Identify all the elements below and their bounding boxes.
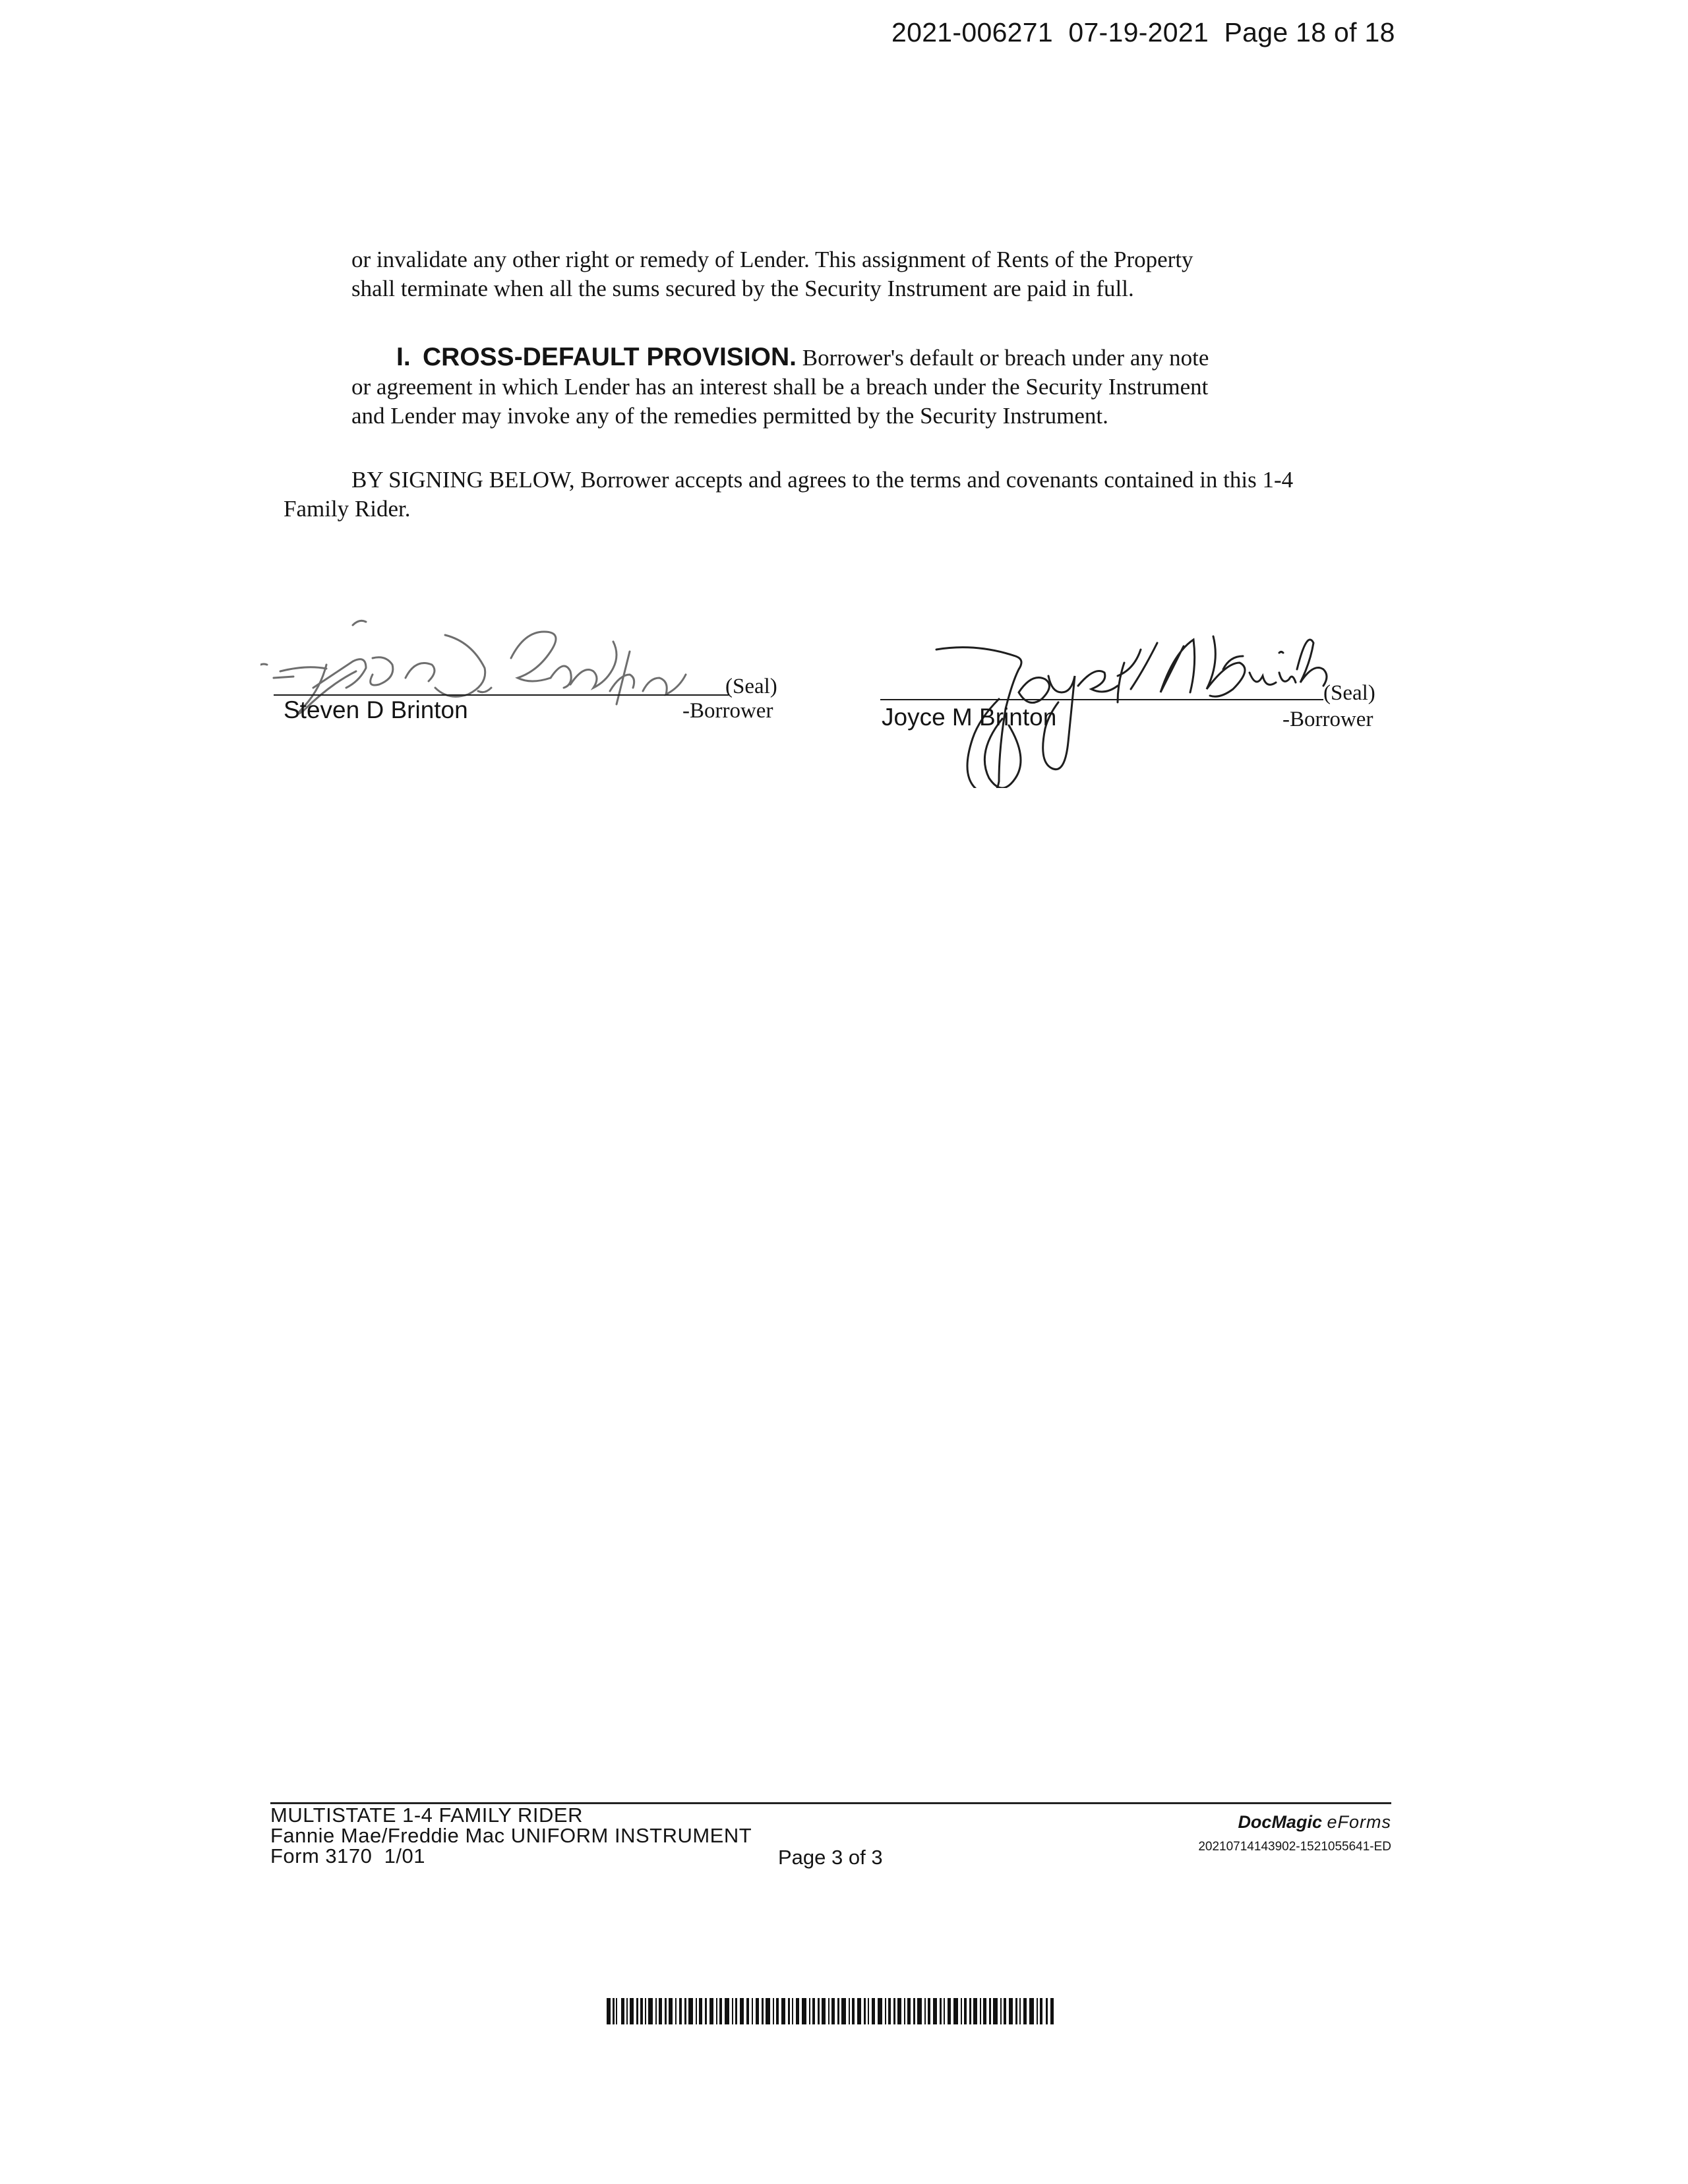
borrower-role: -Borrower bbox=[1282, 708, 1373, 731]
signature-block-borrower-2 bbox=[880, 630, 1421, 788]
paragraph-line: or agreement in which Lender has an interest shall be a breach under the Security Instrument bbox=[351, 374, 1209, 400]
footer-line: Form 3170 1/01 bbox=[270, 1844, 425, 1867]
document-code: 20210714143902-1521055641-ED bbox=[1198, 1840, 1391, 1854]
barcode-icon bbox=[607, 1998, 1055, 2024]
signer-name: Steven D Brinton bbox=[284, 696, 468, 723]
docmagic-logo bbox=[1238, 1812, 1391, 1833]
signer-name: Joyce M Brinton bbox=[882, 704, 1057, 731]
paragraph-line: or invalidate any other right or remedy of Lender. This assignment of Rents of the Property bbox=[351, 247, 1193, 272]
paragraph-line: Family Rider. bbox=[284, 496, 411, 522]
signature-block-borrower-1 bbox=[260, 599, 788, 777]
recording-stamp: 2021-006271 07-19-2021 Page 18 of 18 bbox=[891, 17, 1395, 47]
section-cross-default bbox=[351, 343, 1341, 431]
brand-suffix: eForms bbox=[1327, 1812, 1391, 1832]
footer-page-number: Page 3 of 3 bbox=[778, 1846, 883, 1869]
section-heading: CROSS-DEFAULT PROVISION. bbox=[423, 343, 797, 371]
footer-line: Fannie Mae/Freddie Mac UNIFORM INSTRUMENT bbox=[270, 1824, 752, 1847]
paragraph-line: shall terminate when all the sums secured by the Security Instrument are paid in full. bbox=[351, 276, 1134, 301]
signing-statement bbox=[284, 466, 1404, 524]
brand-name: DocMagic bbox=[1238, 1812, 1322, 1832]
paragraph-line: Borrower's default or breach under any note bbox=[797, 345, 1209, 371]
seal-label: (Seal) bbox=[725, 675, 777, 698]
footer-form-info bbox=[270, 1805, 752, 1866]
section-label: I. bbox=[396, 343, 411, 371]
seal-label: (Seal) bbox=[1323, 681, 1375, 705]
paragraph-line: BY SIGNING BELOW, Borrower accepts and agrees to the terms and covenants contained in this 1-4 bbox=[351, 467, 1294, 493]
signature-line bbox=[880, 699, 1323, 700]
footer-line: MULTISTATE 1-4 FAMILY RIDER bbox=[270, 1804, 583, 1827]
paragraph-line: and Lender may invoke any of the remedies permitted by the Security Instrument. bbox=[351, 403, 1108, 429]
paragraph-assignment-of-rents bbox=[351, 245, 1341, 303]
signature-line bbox=[274, 694, 729, 696]
borrower-role: -Borrower bbox=[682, 699, 773, 723]
